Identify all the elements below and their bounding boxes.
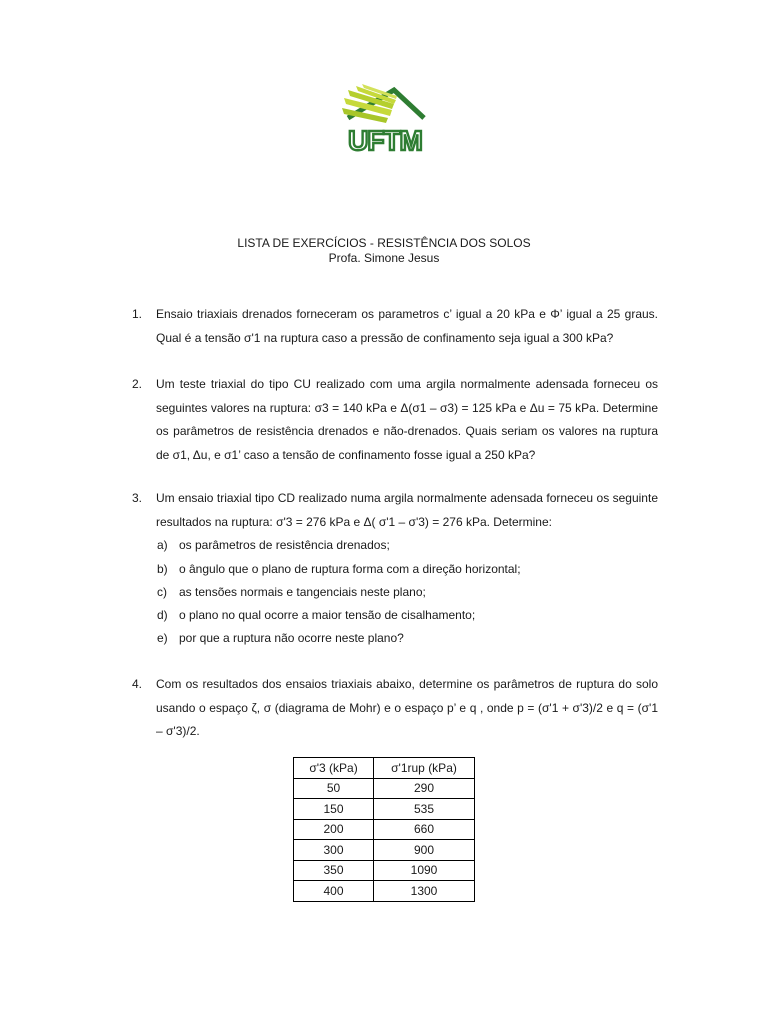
svg-text:UFTM: UFTM [348,125,422,154]
item-letter: e) [157,631,168,645]
table-cell: 200 [294,819,374,840]
column-header-sigma1rup: σ'1rup (kPa) [374,758,475,779]
question-number: 3. [132,491,143,505]
question-text: Um teste triaxial do tipo CU realizado com uma argila normalmente adensada forneceu os seguintes valores na ruptura: σ3 = 140 kPa e Δ(σ1 – σ3) = 125 kPa e Δu = 75 kPa. Determine os parâmetros de resistência drenados e não-drenados. Quais seriam os valores na ruptura de σ1, Δu, e σ1’ caso a tensão de confinamento fosse igual a 250 kPa? [156,377,658,462]
uftm-logo [342,84,428,154]
table-row [294,881,475,902]
table-cell: 900 [374,840,475,861]
table-row [294,799,475,820]
table-cell: 1090 [374,860,475,881]
question-text: Ensaio triaxiais drenados forneceram os parametros c’ igual a 20 kPa e Φ’ igual a 25 graus. Qual é a tensão σ'1 na ruptura caso a pressão de confinamento seja igual a 300 kPa? [156,307,658,345]
item-text: por que a ruptura não ocorre neste plano? [179,631,404,645]
question-text: Um ensaio triaxial tipo CD realizado numa argila normalmente adensada forneceu os seguinte resultados na ruptura: σ'3 = 276 kPa e Δ( σ'1 – σ'3) = 276 kPa. Determine: [156,491,658,529]
column-header-sigma3: σ'3 (kPa) [294,758,374,779]
table-cell: 660 [374,819,475,840]
table-row [294,819,475,840]
question-2 [132,373,658,467]
table-cell: 535 [374,799,475,820]
question-4 [132,673,658,744]
document-author: Profa. Simone Jesus [328,251,440,265]
document-title: LISTA DE EXERCÍCIOS - RESISTÊNCIA DOS SOLOS [237,236,531,250]
table-cell: 300 [294,840,374,861]
table-row [294,840,475,861]
table-cell: 400 [294,881,374,902]
table-row [294,778,475,799]
table-row [294,860,475,881]
triaxial-results-table [293,757,475,902]
table-cell: 50 [294,778,374,799]
table-cell: 150 [294,799,374,820]
question-number: 4. [132,677,143,691]
item-letter: d) [157,608,168,622]
question-number: 1. [132,307,143,321]
question-number: 2. [132,377,143,391]
question-1 [132,303,658,350]
item-text: o ângulo que o plano de ruptura forma com a direção horizontal; [179,562,521,576]
item-text: os parâmetros de resistência drenados; [179,538,390,552]
question-text: Com os resultados dos ensaios triaxiais abaixo, determine os parâmetros de ruptura do solo usando o espaço ζ, σ (diagrama de Mohr) e o espaço p’ e q , onde p = (σ'1 + σ'3)/2 e q = (σ'1 – σ'3)/2. [156,677,658,738]
table-cell: 1300 [374,881,475,902]
document-header [0,236,768,266]
table-header-row [294,758,475,779]
question-3 [132,487,658,534]
item-letter: b) [157,562,168,576]
item-text: o plano no qual ocorre a maior tensão de cisalhamento; [179,608,476,622]
table-cell: 290 [374,778,475,799]
table-cell: 350 [294,860,374,881]
item-letter: a) [157,538,168,552]
item-text: as tensões normais e tangenciais neste plano; [179,585,426,599]
item-letter: c) [157,585,167,599]
